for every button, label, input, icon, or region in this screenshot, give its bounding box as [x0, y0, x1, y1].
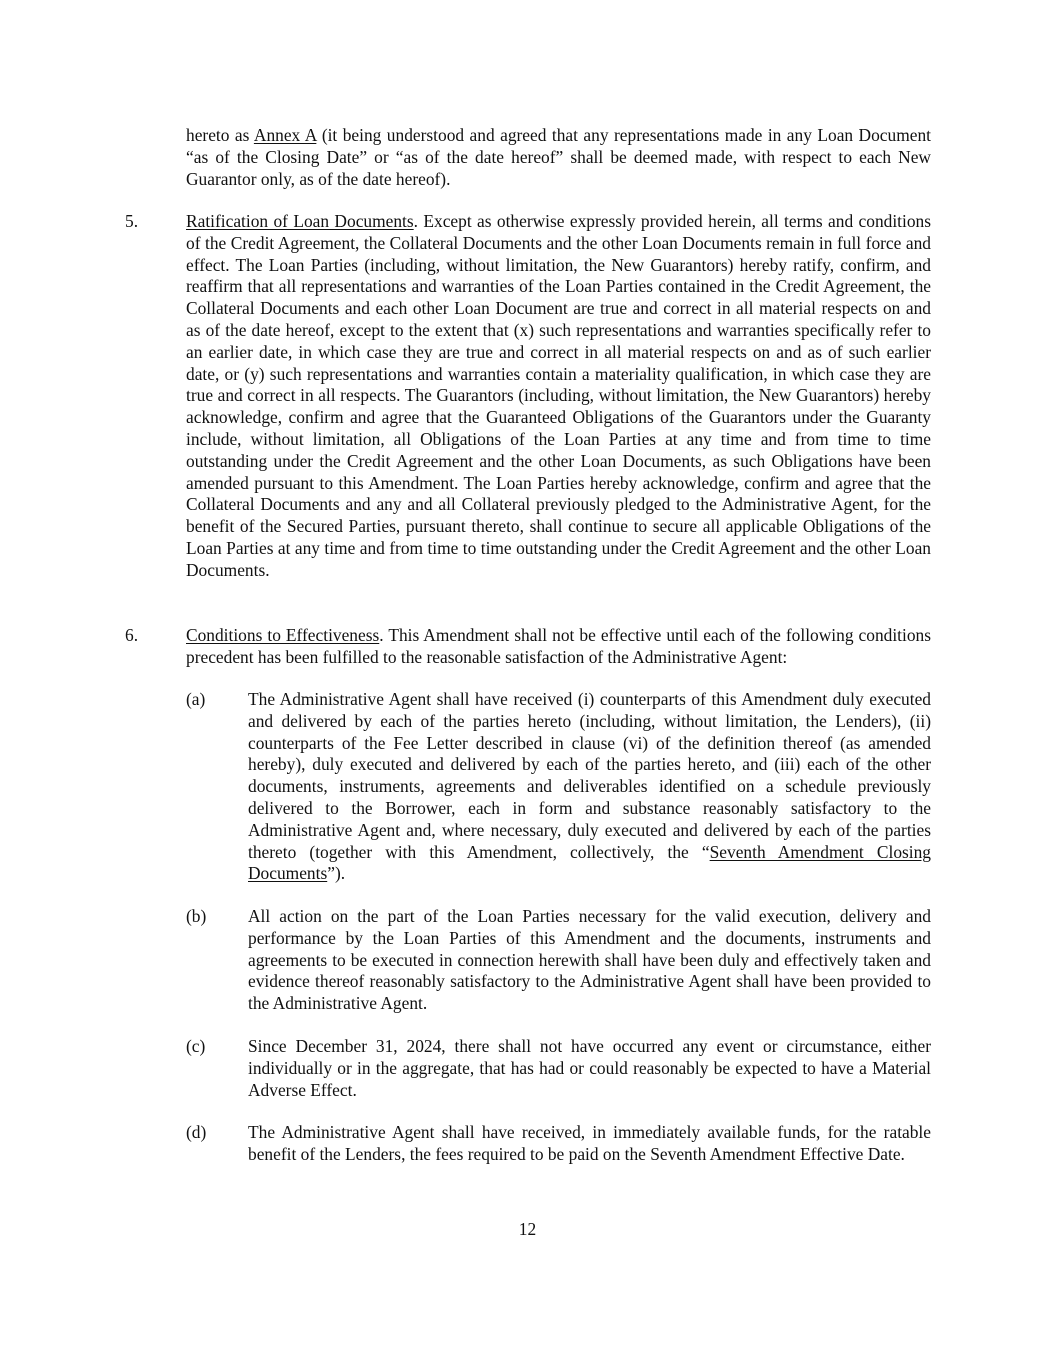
- clause-a-text: The Administrative Agent shall have received (i) counterparts of this Amendment duly executed and delivered by each of the parties hereto (including, without limitation, the Lenders), (ii) counterparts of the Fee Letter described in clause (vi) of the definition thereof (as amended hereby), duly executed and delivered by each of the parties hereto, and (iii) each of the other documents, instruments, agreements and deliverables identified on a schedule previously delivered to the Borrower, each in form and substance reasonably satisfactory to the Administrative Agent and, where necessary, duly executed and delivered by each of the parties thereto (together with this Amendment, collectively, the “: [248, 689, 931, 862]
- section-5-number: 5.: [125, 211, 139, 231]
- intro-paragraph: [186, 125, 931, 190]
- section-6-heading: Conditions to Effectiveness: [186, 625, 380, 645]
- section-5-body: . Except as otherwise expressly provided herein, all terms and conditions of the Credit Agreement, the Collateral Documents and the other Loan Documents remain in full force and effect. The Loan Parties (including, without limitation, the New Guarantors) hereby ratify, confirm, and reaffirm that all representations and warranties of the Loan Parties contained in the Credit Agreement, the Collateral Documents and each other Loan Document are true and correct in all material respects on and as of the date hereof, except to the extent that (x) such representations and warranties specifically refer to an earlier date, in which case they are true and correct in all material respects on and as of such earlier date, or (y) such representations and warranties contain a materiality qualification, in which case they are true and correct in all respects. The Guarantors (including, without limitation, the New Guarantors) hereby acknowledge, confirm and agree that the Guaranteed Obligations of the Guarantors under the Guaranty include, without limitation, all Obligations of the Loan Parties at any time and from time to time outstanding under the Credit Agreement and the other Loan Documents, as such Obligations have been amended pursuant to this Amendment. The Loan Parties hereby acknowledge, confirm and agree that the Collateral Documents and any and all Collateral previously pledged to the Administrative Agent, for the benefit of the Secured Parties, pursuant thereto, shall continue to secure all applicable Obligations of the Loan Parties at any time and from time to time outstanding under the Credit Agreement and the other Loan Documents.: [186, 211, 931, 580]
- section-6-number: 6.: [125, 625, 139, 645]
- clause-a-paragraph: [248, 689, 931, 885]
- section-5-heading: Ratification of Loan Documents: [186, 211, 414, 231]
- clause-c-label: (c): [186, 1036, 206, 1056]
- section-6-paragraph: [186, 625, 931, 669]
- clause-d-paragraph: The Administrative Agent shall have received, in immediately available funds, for the ratable benefit of the Lenders, the fees required to be paid on the Seventh Amendment Effective Date.: [248, 1122, 931, 1164]
- clause-a-text-end: ”).: [327, 863, 346, 884]
- intro-text-start: hereto as: [186, 125, 254, 145]
- annex-a-reference: Annex A: [253, 125, 317, 145]
- section-5-paragraph: [186, 211, 931, 582]
- clause-a-label: (a): [186, 689, 206, 709]
- clause-c-paragraph: Since December 31, 2024, there shall not have occurred any event or circumstance, either individually or in the aggregate, that has had or could reasonably be expected to have a Material Adverse Effect.: [248, 1036, 931, 1100]
- section-6-body: . This Amendment shall not be effective until each of the following conditions precedent has been fulfilled to the reasonable satisfaction of the Administrative Agent:: [186, 625, 931, 667]
- clause-b-label: (b): [186, 906, 207, 926]
- seventh-amendment-closing-documents: Seventh Amendment Closing Documents: [248, 841, 932, 884]
- page-number: 12: [518, 1219, 537, 1239]
- intro-text-end: (it being understood and agreed that any representations made in any Loan Document “as of the Closing Date” or “as of the date hereof” shall be deemed made, with respect to each New Guarantor only, as of the date hereof).: [186, 125, 931, 189]
- clause-b-paragraph: All action on the part of the Loan Parties necessary for the valid execution, delivery and performance by the Loan Parties of this Amendment and the documents, instruments and agreements to be executed in connection herewith shall have been duly and effectively taken and evidence thereof reasonably satisfactory to the Administrative Agent shall have been provided to the Administrative Agent.: [248, 906, 931, 1014]
- clause-d-label: (d): [186, 1122, 207, 1142]
